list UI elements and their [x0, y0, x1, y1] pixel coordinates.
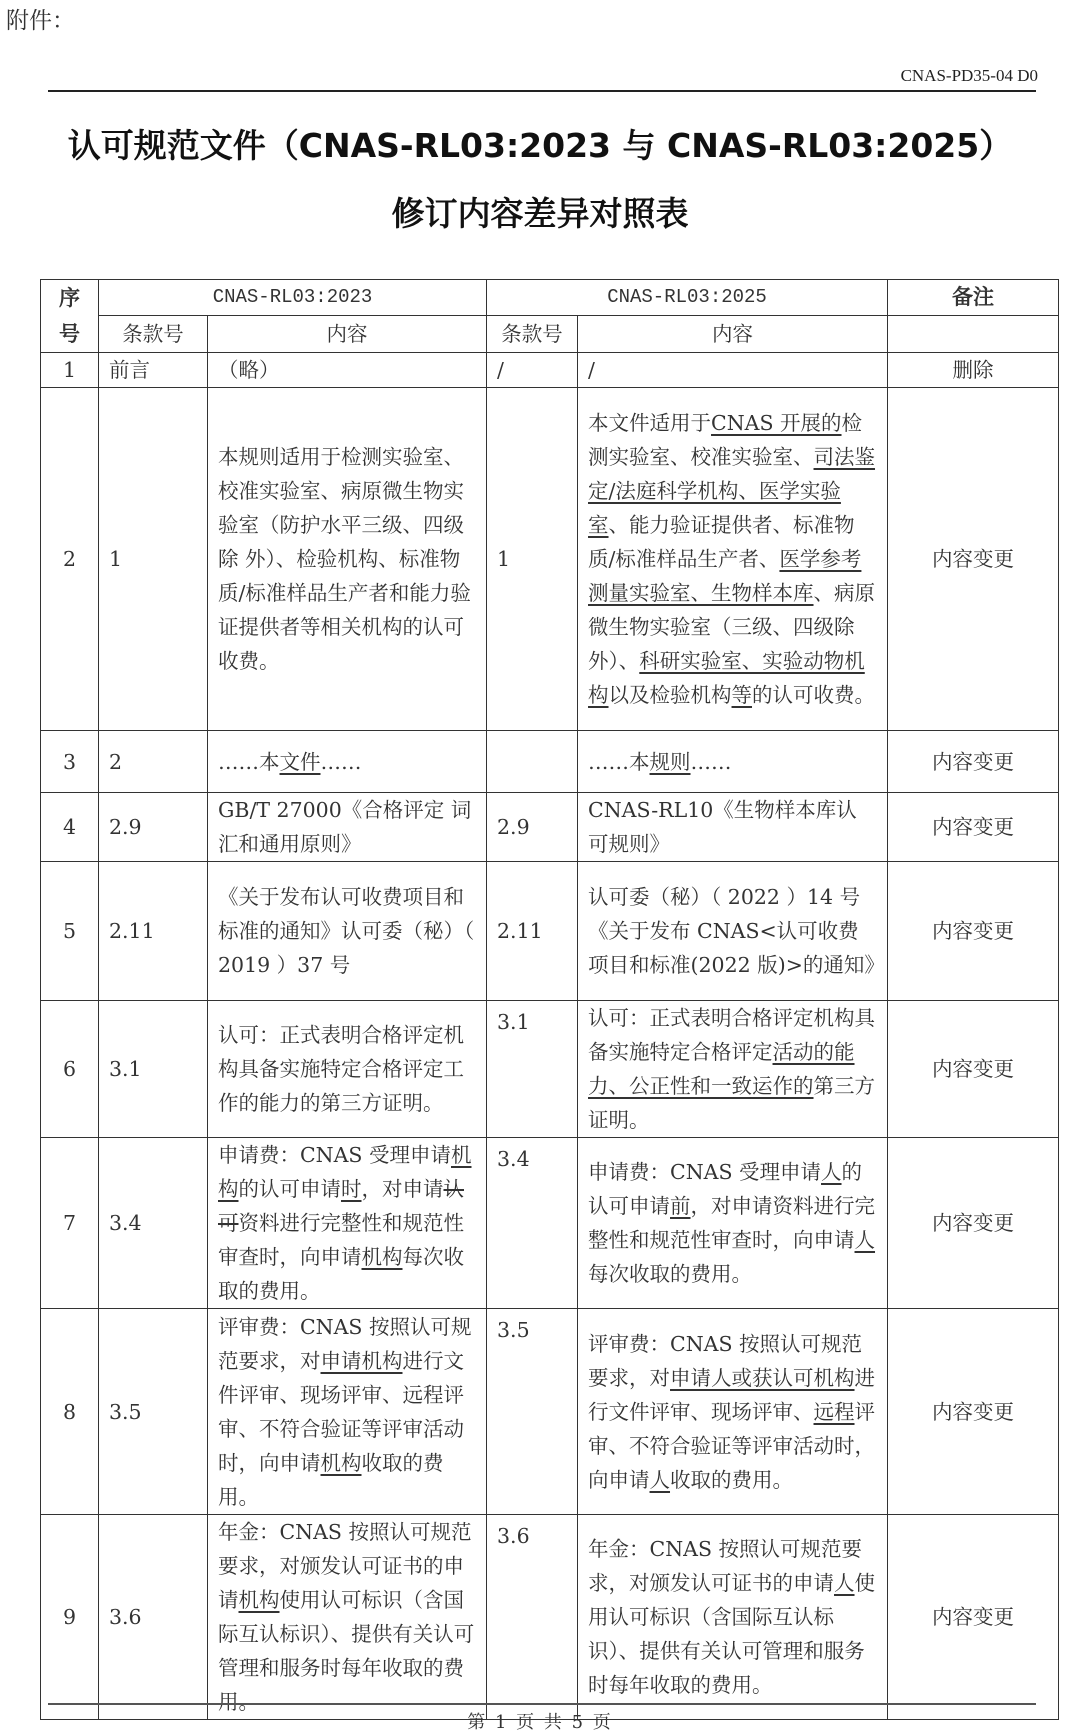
underlined-change: 科研实验室、实验动物机构: [588, 649, 865, 707]
comparison-table: [40, 279, 1059, 1720]
underlined-change: 规则: [649, 749, 691, 774]
text-segment: 使用认可标识（含国际互认标识）、提供有关认可管理和服务时每年收取的费用。: [218, 1588, 475, 1714]
row-new-content: [578, 1309, 888, 1515]
text-segment: ，对申请资料进行完整性和规范性审查时，向申请: [588, 1194, 876, 1252]
underlined-change: 文件: [279, 749, 321, 774]
row-new-content: [578, 1515, 888, 1720]
row-seq: 3: [41, 731, 99, 793]
row-old-clause: 前言: [99, 353, 208, 388]
underlined-change: 人: [649, 1467, 671, 1492]
text-segment: ……: [690, 749, 732, 774]
row-old-clause: 2: [99, 731, 208, 793]
row-remark: 内容变更: [888, 388, 1059, 731]
text-segment: 的认可申请: [588, 1160, 863, 1218]
text-segment: 年金：CNAS 按照认可规范要求，对颁发认可证书的申请: [588, 1537, 863, 1595]
text-segment: 进行文件评审、现场评审、: [588, 1365, 876, 1424]
underlined-change: 司法鉴定/法庭科学机构、医学实验室: [588, 445, 876, 537]
row-seq: 4: [41, 793, 99, 862]
row-old-content: [208, 388, 487, 731]
text-segment: ……本: [588, 749, 650, 774]
header-seq: [41, 280, 99, 353]
text-segment: GB/T 27000《合格评定 词汇和通用原则》: [218, 798, 472, 856]
row-remark: 内容变更: [888, 1138, 1059, 1309]
underlined-change: CNAS 开展的: [711, 411, 842, 435]
row-seq: 1: [41, 353, 99, 388]
struck-deletion: 认可: [218, 1177, 464, 1235]
row-seq: 6: [41, 1001, 99, 1138]
row-new-content: [578, 1001, 888, 1138]
row-remark: 内容变更: [888, 731, 1059, 793]
text-segment: 进行文件评审、现场评审、远程评审、不符合验证等评审活动时，向申请: [218, 1348, 464, 1475]
underlined-change: 人: [834, 1571, 855, 1595]
text-segment: 申请费：CNAS 受理申请: [588, 1160, 822, 1184]
text-segment: 的认可申请: [238, 1177, 341, 1201]
underlined-change: 机构: [238, 1588, 280, 1612]
table-header-row-2: [41, 315, 1059, 352]
text-segment: 收取的费用。: [670, 1467, 794, 1492]
row-old-content: [208, 1515, 487, 1720]
row-new-content: [578, 862, 888, 1001]
table-row: [41, 1309, 1059, 1515]
row-old-content: [208, 1001, 487, 1138]
document-subtitle: 修订内容差异对照表: [391, 194, 689, 233]
text-segment: 《关于发布认可收费项目和标准的通知》认可委（秘）（ 2019 ）37 号: [218, 885, 475, 977]
underlined-change: 时: [341, 1177, 362, 1201]
text-segment: /: [588, 358, 595, 382]
underlined-change: 机构: [361, 1245, 403, 1269]
row-new-content: [578, 1138, 888, 1309]
underlined-change: 人: [821, 1160, 842, 1184]
row-new-content: [578, 353, 888, 388]
text-segment: 认可：正式表明合格评定机构具备实施特定合格评定工作的能力的第三方证明。: [218, 1023, 464, 1115]
row-remark: 内容变更: [888, 1515, 1059, 1720]
text-segment: 、能力验证提供者、标准物质/标准样品生产者、: [588, 513, 855, 571]
underlined-change: 申请人或获认可机构: [670, 1365, 855, 1390]
row-seq: 5: [41, 862, 99, 1001]
text-segment: 年金：CNAS 按照认可规范要求，对颁发认可证书的申请: [218, 1520, 472, 1612]
text-segment: 认可委（秘）（ 2022 ）14 号《关于发布 CNAS<认可收费项目和标准(2022 版)>的通知》: [588, 885, 885, 977]
text-segment: 每次收取的费用。: [588, 1262, 753, 1286]
table-row: [41, 793, 1059, 862]
text-segment: 评审、不符合验证等评审活动时，向申请: [588, 1399, 876, 1492]
table-row: [41, 1515, 1059, 1720]
header-old-content: 内容: [208, 315, 487, 352]
text-segment: 资料进行完整性和规范性审查时，向申请: [218, 1211, 464, 1269]
row-new-content: [578, 731, 888, 793]
row-old-clause: 1: [99, 388, 208, 731]
header-remark-blank: [888, 315, 1059, 352]
row-new-clause: 2.11: [487, 862, 578, 1001]
text-segment: 本规则适用于检测实验室、校准实验室、病原微生物实验室（防护水平三级、四级除 外）、检验机构、标准物质/标准样品生产者和能力验证提供者等相关机构的认可收费。: [218, 445, 471, 673]
attachment-label: 附件：: [6, 8, 75, 34]
row-new-content: [578, 793, 888, 862]
text-segment: 申请费：CNAS 受理申请: [218, 1143, 451, 1167]
row-new-clause: [487, 731, 578, 793]
header-seq-top: 序: [59, 286, 80, 310]
row-seq: 9: [41, 1515, 99, 1720]
row-seq: 2: [41, 388, 99, 731]
row-new-clause: 3.4: [487, 1138, 578, 1309]
row-new-clause: 3.5: [487, 1309, 578, 1515]
row-old-clause: 3.4: [99, 1138, 208, 1309]
row-new-clause: 2.9: [487, 793, 578, 862]
row-old-content: [208, 862, 487, 1001]
row-new-clause: 3.1: [487, 1001, 578, 1138]
footer-rule: [48, 1703, 1036, 1705]
row-old-content: [208, 1138, 487, 1309]
text-segment: 每次收取的费用。: [218, 1245, 464, 1303]
row-new-clause: 1: [487, 388, 578, 731]
underlined-change: 申请机构: [320, 1348, 403, 1373]
row-remark: 内容变更: [888, 793, 1059, 862]
document-title: 认可规范文件（CNAS-RL03:2023 与 CNAS-RL03:2025）: [67, 126, 1013, 165]
row-old-clause: 3.6: [99, 1515, 208, 1720]
row-old-clause: 3.1: [99, 1001, 208, 1138]
table-row: [41, 388, 1059, 731]
text-segment: CNAS-RL10《生物样本库认可规则》: [588, 798, 857, 856]
row-remark: 内容变更: [888, 1309, 1059, 1515]
row-old-clause: 3.5: [99, 1309, 208, 1515]
text-segment: （略）: [218, 358, 280, 382]
table-row: [41, 1138, 1059, 1309]
text-segment: 本文件适用于: [588, 411, 712, 435]
text-segment: 第三方证明。: [588, 1074, 876, 1132]
underlined-change: 活动的能力、公正性和一致运作的: [588, 1040, 855, 1098]
row-remark: 内容变更: [888, 1001, 1059, 1138]
row-new-clause: /: [487, 353, 578, 388]
table-row: [41, 1001, 1059, 1138]
text-segment: 评审费：CNAS 按照认可规范要求，对: [588, 1331, 863, 1390]
page-footer: 第 1 页 共 5 页: [467, 1712, 613, 1733]
row-new-content: [578, 388, 888, 731]
row-new-clause: 3.6: [487, 1515, 578, 1720]
header-seq-bottom: 号: [59, 322, 80, 346]
header-rule: [48, 90, 1036, 92]
document-number: CNAS-PD35-04 D0: [900, 66, 1038, 85]
text-segment: 认可：正式表明合格评定机构具备实施特定合格评定: [588, 1006, 876, 1064]
text-segment: 的认可收费。: [752, 683, 876, 707]
text-segment: 收取的费用。: [218, 1450, 444, 1509]
row-old-content: [208, 793, 487, 862]
row-old-clause: 2.11: [99, 862, 208, 1001]
header-new-content: 内容: [578, 315, 888, 352]
underlined-change: 机构: [320, 1450, 362, 1475]
text-segment: 检测实验室、校准实验室、: [588, 411, 863, 469]
row-remark: 删除: [888, 353, 1059, 388]
text-segment: ……: [320, 749, 362, 774]
text-segment: ，对申请: [361, 1177, 444, 1201]
header-new-version: CNAS-RL03:2025: [487, 280, 888, 316]
header-new-clause: 条款号: [487, 315, 578, 352]
row-old-clause: 2.9: [99, 793, 208, 862]
text-segment: 评审费：CNAS 按照认可规范要求，对: [218, 1314, 472, 1373]
underlined-change: 医学参考测量实验室、生物样本库: [588, 547, 862, 605]
row-seq: 8: [41, 1309, 99, 1515]
underlined-change: 机构: [218, 1143, 472, 1201]
row-old-content: [208, 353, 487, 388]
underlined-change: 人: [854, 1228, 876, 1252]
row-old-content: [208, 731, 487, 793]
table-row: [41, 731, 1059, 793]
text-segment: ……本: [218, 749, 280, 774]
text-segment: 、病原微生物实验室（三级、四级除外）、: [588, 581, 876, 673]
header-old-clause: 条款号: [99, 315, 208, 352]
underlined-change: 前: [670, 1194, 691, 1218]
text-segment: 使用认可标识（含国际互认标识）、提供有关认可管理和服务时每年收取的费用。: [588, 1571, 876, 1697]
table-row: [41, 353, 1059, 388]
header-old-version: CNAS-RL03:2023: [99, 280, 487, 316]
table-header-row-1: [41, 280, 1059, 316]
underlined-change: 远程: [813, 1399, 855, 1424]
row-seq: 7: [41, 1138, 99, 1309]
table-row: [41, 862, 1059, 1001]
header-remark: 备注: [888, 280, 1059, 316]
text-segment: 以及检验机构: [608, 683, 732, 707]
row-old-content: [208, 1309, 487, 1515]
underlined-change: 等: [731, 683, 753, 707]
row-remark: 内容变更: [888, 862, 1059, 1001]
